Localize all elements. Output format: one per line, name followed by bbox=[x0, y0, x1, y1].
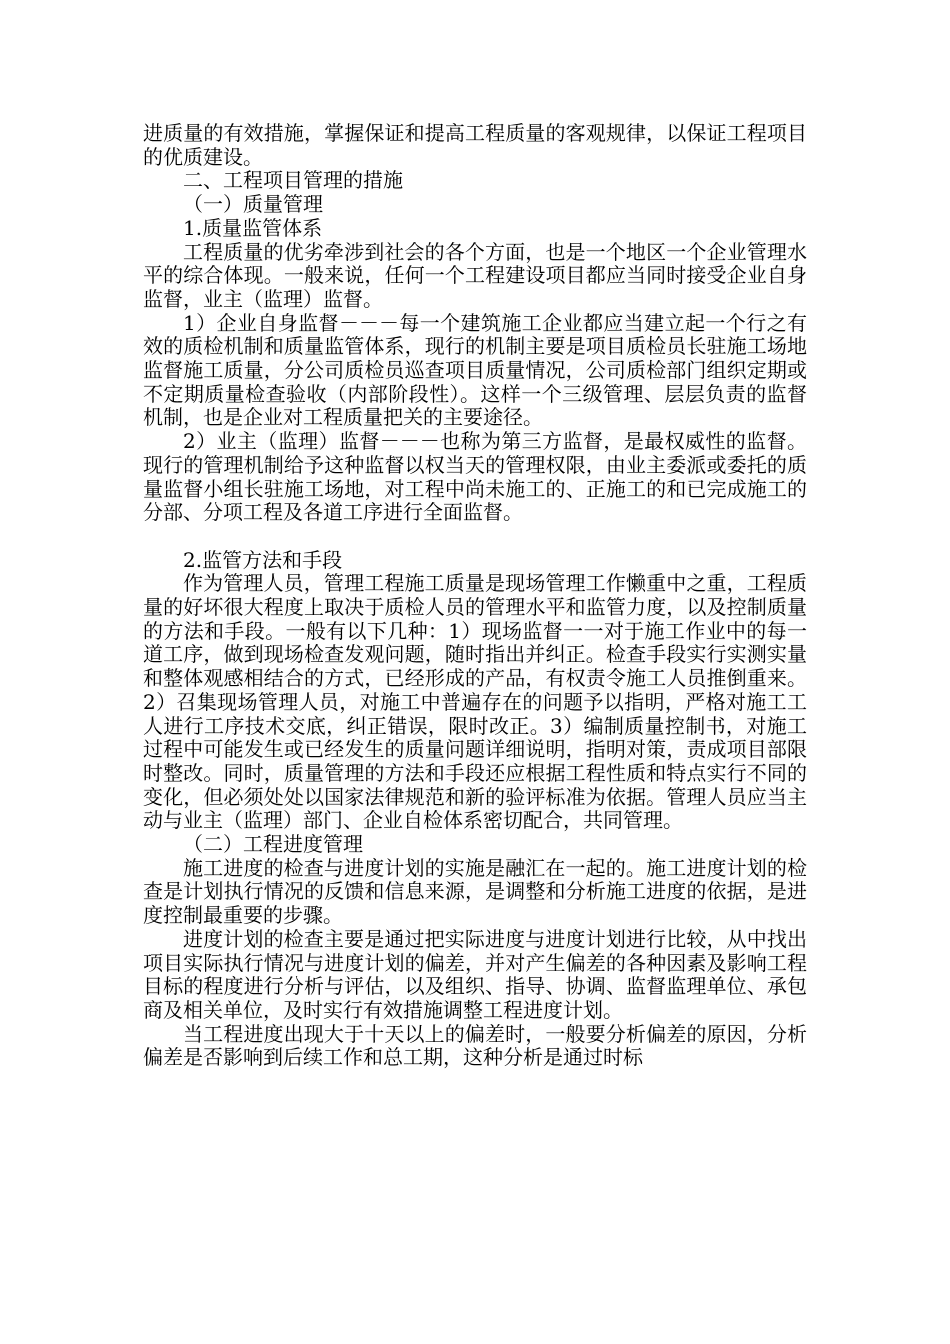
paragraph-methods: 作为管理人员，管理工程施工质量是现场管理工作懒重中之重，工程质量的好坏很大程度上取决于质检人员的管理水平和监管力度，以及控制质量的方法和手段。一般有以下几种：1）现场监督一一对于施工作业中的每一道工序，做到现场检查发观问题，随时指出并纠正。检查手段实行实测实量和整体观感相结合的方式，已经形成的产品，有权责令施工人员推倒重来。2）召集现场管理人员，对施工中普遍存在的问题予以指明，严格对施工工人进行工序技术交底，纠正错误，限时改正。3）编制质量控制书，对施工过程中可能发生或已经发生的质量问题详细说明，指明对策，责成项目部限时整改。同时，质量管理的方法和手段还应根据工程性质和特点实行不同的变化，但必须处处以国家法律规范和新的验评标准为依据。管理人员应当主动与业主（监理）部门、企业自检体系密切配合，共同管理。 bbox=[143, 571, 807, 833]
subsection-heading-quality: （一）质量管理 bbox=[183, 192, 323, 217]
subsection-heading-schedule: （二）工程进度管理 bbox=[183, 832, 363, 857]
paragraph-schedule-check: 施工进度的检查与进度计划的实施是融汇在一起的。施工进度计划的检查是计划执行情况的反馈和信息来源，是调整和分析施工进度的依据，是进度控制最重要的步骤。 bbox=[143, 855, 807, 928]
document-page bbox=[143, 122, 807, 1070]
section-heading-2: 二、工程项目管理的措施 bbox=[183, 168, 403, 193]
paragraph-schedule-compare: 进度计划的检查主要是通过把实际进度与进度计划进行比较，从中找出项目实际执行情况与进度计划的偏差，并对产生偏差的各种因素及影响工程目标的程度进行分析与评估，以及组织、指导、协调、监督监理单位、承包商及相关单位，及时实行有效措施调整工程进度计划。 bbox=[143, 926, 807, 1022]
item-heading-methods: 2.监管方法和手段 bbox=[183, 547, 343, 572]
paragraph-continuation: 进质量的有效措施，掌握保证和提高工程质量的客观规律，以保证工程项目的优质建设。 bbox=[143, 121, 807, 169]
blank-line bbox=[143, 525, 807, 549]
paragraph-deviation: 当工程进度出现大于十天以上的偏差时，一般要分析偏差的原因，分析偏差是否影响到后续工作和总工期，这种分析是通过时标 bbox=[143, 1021, 807, 1070]
paragraph-quality-overview: 工程质量的优劣牵涉到社会的各个方面，也是一个地区一个企业管理水平的综合体现。一般来说，任何一个工程建设项目都应当同时接受企业自身监督，业主（监理）监督。 bbox=[143, 239, 807, 311]
paragraph-self-supervision: 1）企业自身监督－－－每一个建筑施工企业都应当建立起一个行之有效的质检机制和质量监管体系，现行的机制主要是项目质检员长驻施工场地监督施工质量，分公司质检员巡查项目质量情况，公司质检部门组织定期或不定期质量检查验收（内部阶段性）。这样一个三级管理、层层负责的监督机制，也是企业对工程质量把关的主要途径。 bbox=[143, 310, 807, 430]
item-heading-quality-system: 1.质量监管体系 bbox=[183, 215, 323, 240]
paragraph-owner-supervision: 2）业主（监理）监督－－－也称为第三方监督，是最权威性的监督。现行的管理机制给予这种监督以权当天的管理权限，由业主委派或委托的质量监督小组长驻施工场地，对工程中尚未施工的、正施工的和已完成施工的分部、分项工程及各道工序进行全面监督。 bbox=[143, 429, 807, 525]
